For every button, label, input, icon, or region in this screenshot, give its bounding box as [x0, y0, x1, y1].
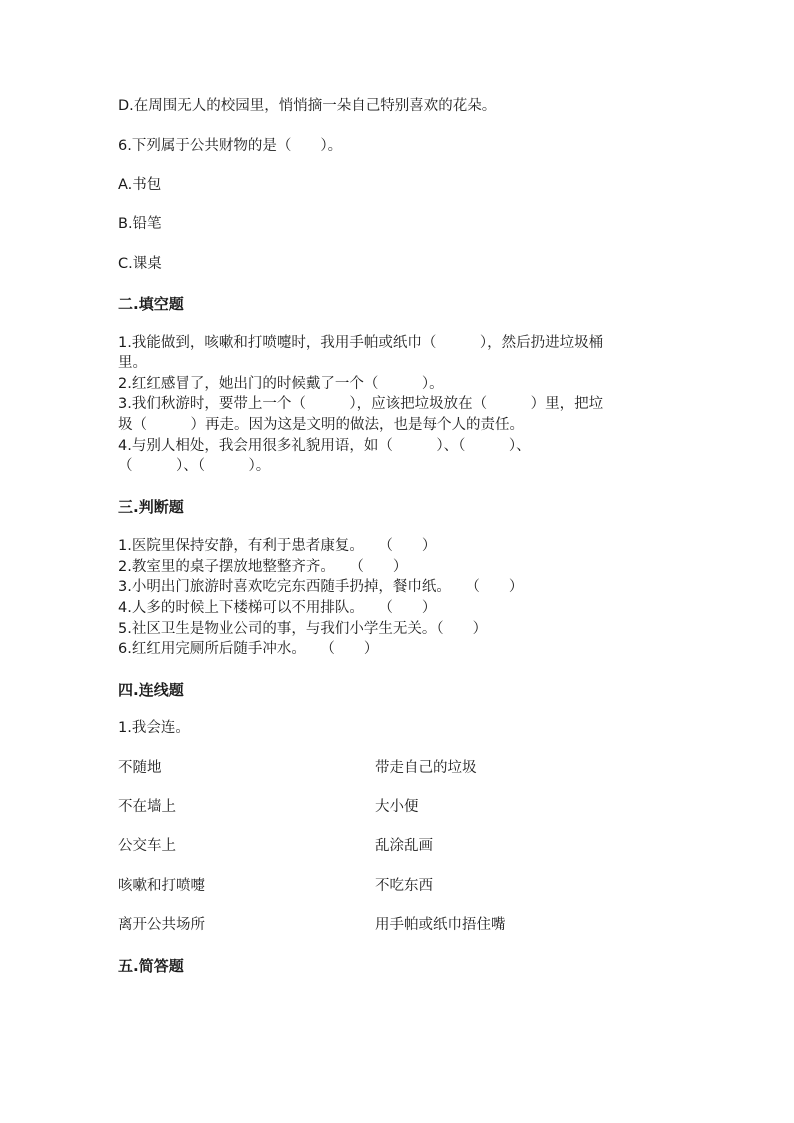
- fill-line-1: 1.我能做到，咳嗽和打喷嚏时，我用手帕或纸巾（ ），然后扔进垃圾桶: [118, 335, 604, 351]
- match-left-item: 公交车上: [118, 838, 176, 854]
- match-right-item: 带走自己的垃圾: [375, 760, 477, 776]
- match-left-item: 不随地: [118, 760, 162, 776]
- judge-line-5: 5.社区卫生是物业公司的事，与我们小学生无关。（ ）: [118, 621, 488, 637]
- q6-option-c: C.课桌: [118, 256, 162, 272]
- fill-line-4: 3.我们秋游时，要带上一个（ ），应该把垃圾放在（ ）里，把垃: [118, 396, 604, 412]
- section-five-heading: 五.简答题: [118, 957, 184, 975]
- judge-line-1: 1.医院里保持安静，有利于患者康复。 （ ）: [118, 538, 437, 554]
- fill-line-5: 圾（ ）再走。因为这是文明的做法，也是每个人的责任。: [118, 417, 524, 433]
- section-four-heading: 四.连线题: [118, 681, 184, 699]
- fill-line-6: 4.与别人相处，我会用很多礼貌用语，如（ ）、（ ）、: [118, 438, 531, 454]
- match-prompt: 1.我会连。: [118, 720, 190, 736]
- q6-stem: 6.下列属于公共财物的是（ ）。: [118, 138, 343, 154]
- match-left-item: 咳嗽和打喷嚏: [118, 878, 205, 894]
- section-two-heading: 二.填空题: [118, 295, 184, 313]
- judge-line-6: 6.红红用完厕所后随手冲水。 （ ）: [118, 641, 379, 657]
- fill-line-3: 2.红红感冒了，她出门的时候戴了一个（ ）。: [118, 376, 444, 392]
- fill-line-2: 里。: [118, 355, 147, 371]
- match-left-item: 不在墙上: [118, 799, 176, 815]
- section-three-heading: 三.判断题: [118, 498, 184, 516]
- q5-option-d: D.在周围无人的校园里，悄悄摘一朵自己特别喜欢的花朵。: [118, 98, 497, 114]
- match-right-item: 用手帕或纸巾捂住嘴: [375, 917, 506, 933]
- fill-line-7: （ ）、（ ）。: [118, 458, 271, 474]
- match-right-item: 大小便: [375, 799, 419, 815]
- q6-option-b: B.铅笔: [118, 216, 162, 232]
- q6-option-a: A.书包: [118, 177, 162, 193]
- judge-line-3: 3.小明出门旅游时喜欢吃完东西随手扔掉，餐巾纸。 （ ）: [118, 579, 524, 595]
- match-left-item: 离开公共场所: [118, 917, 205, 933]
- match-right-item: 乱涂乱画: [375, 838, 433, 854]
- judge-line-2: 2.教室里的桌子摆放地整整齐齐。 （ ）: [118, 559, 408, 575]
- match-right-item: 不吃东西: [375, 878, 433, 894]
- judge-line-4: 4.人多的时候上下楼梯可以不用排队。 （ ）: [118, 600, 437, 616]
